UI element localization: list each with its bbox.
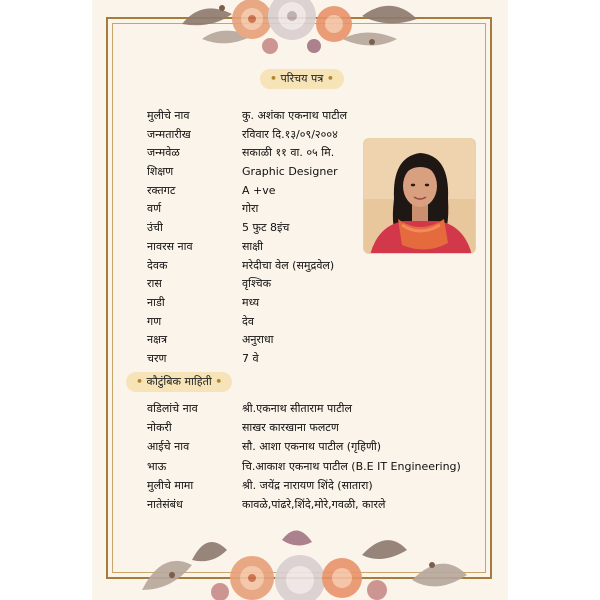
intro-title-text: परिचय पत्र	[280, 72, 324, 85]
bio-value: 7 वे	[242, 352, 259, 365]
bio-label: जन्मतारीख	[147, 128, 191, 141]
bio-label: वर्ण	[147, 202, 162, 215]
family-row	[92, 438, 508, 456]
intro-section-title	[260, 69, 344, 89]
bio-row	[92, 275, 508, 293]
family-row	[92, 496, 508, 514]
bio-value: 5 फुट 8इंच	[242, 221, 290, 234]
floral-top-icon	[162, 0, 432, 64]
family-label: मुलीचे मामा	[147, 479, 194, 492]
bio-value: साक्षी	[242, 240, 264, 253]
bio-label: रास	[147, 277, 162, 290]
family-value: साखर कारखाना फलटण	[242, 421, 339, 434]
bio-label: देवक	[147, 259, 168, 272]
bio-row	[92, 350, 508, 368]
biodata-card	[92, 0, 508, 600]
bio-label: गण	[147, 315, 162, 328]
profile-photo	[363, 138, 476, 254]
bio-label: रक्तगट	[147, 184, 176, 197]
bio-value: A +ve	[242, 184, 276, 197]
bullet-dot-icon: •	[270, 72, 278, 85]
family-value: श्री.एकनाथ सीताराम पाटील	[242, 402, 352, 415]
family-value: सौ. आशा एकनाथ पाटील (गृहिणी)	[242, 440, 382, 453]
bio-row	[92, 313, 508, 331]
family-row	[92, 400, 508, 418]
family-label: नोकरी	[147, 421, 172, 434]
family-label: नातेसंबंध	[147, 498, 183, 511]
family-title-text: कौटुंबिक माहिती	[146, 375, 212, 388]
bio-row	[92, 331, 508, 349]
bio-label: नावरस नाव	[147, 240, 193, 253]
family-label: वडिलांचे नाव	[147, 402, 198, 415]
bio-value: देव	[242, 315, 254, 328]
bio-value: सकाळी ११ वा. ०५ मि.	[242, 146, 335, 159]
bio-value: मध्य	[242, 296, 260, 309]
bio-label: उंची	[147, 221, 163, 234]
bio-value: कु. अशंका एकनाथ पाटील	[242, 109, 348, 122]
bio-value: मरेदीचा वेल (समुद्रवेल)	[242, 259, 335, 272]
bio-label: नाडी	[147, 296, 165, 309]
bullet-dot-icon: •	[326, 72, 334, 85]
portrait-icon	[364, 139, 476, 254]
bullet-dot-icon: •	[215, 375, 223, 388]
bio-value: रविवार दि.१३/०९/२००४	[242, 128, 338, 141]
bio-value: Graphic Designer	[242, 165, 338, 178]
floral-bottom-icon	[132, 520, 472, 600]
bio-label: जन्मवेळ	[147, 146, 180, 159]
bio-label: चरण	[147, 352, 167, 365]
bio-label: मुलीचे नाव	[147, 109, 190, 122]
family-value: श्री. जयेंद्र नारायण शिंदे (सातारा)	[242, 479, 373, 492]
bio-value: वृश्चिक	[242, 277, 272, 290]
family-value: चि.आकाश एकनाथ पाटील (B.E IT Engineering)	[242, 460, 461, 473]
bio-value: अनुराधा	[242, 333, 274, 346]
bio-value: गोरा	[242, 202, 259, 215]
family-value: कावळे,पांढरे,शिंदे,मोरे,गवळी, कारले	[242, 498, 386, 511]
family-label: भाऊ	[147, 460, 167, 473]
bullet-dot-icon: •	[136, 375, 144, 388]
family-label: आईचे नाव	[147, 440, 190, 453]
bio-label: नक्षत्र	[147, 333, 168, 346]
bio-row	[92, 257, 508, 275]
bio-row	[92, 107, 508, 125]
family-row	[92, 477, 508, 495]
family-section-title	[126, 372, 232, 392]
family-row	[92, 458, 508, 476]
family-row	[92, 419, 508, 437]
bio-label: शिक्षण	[147, 165, 174, 178]
bio-row	[92, 294, 508, 312]
